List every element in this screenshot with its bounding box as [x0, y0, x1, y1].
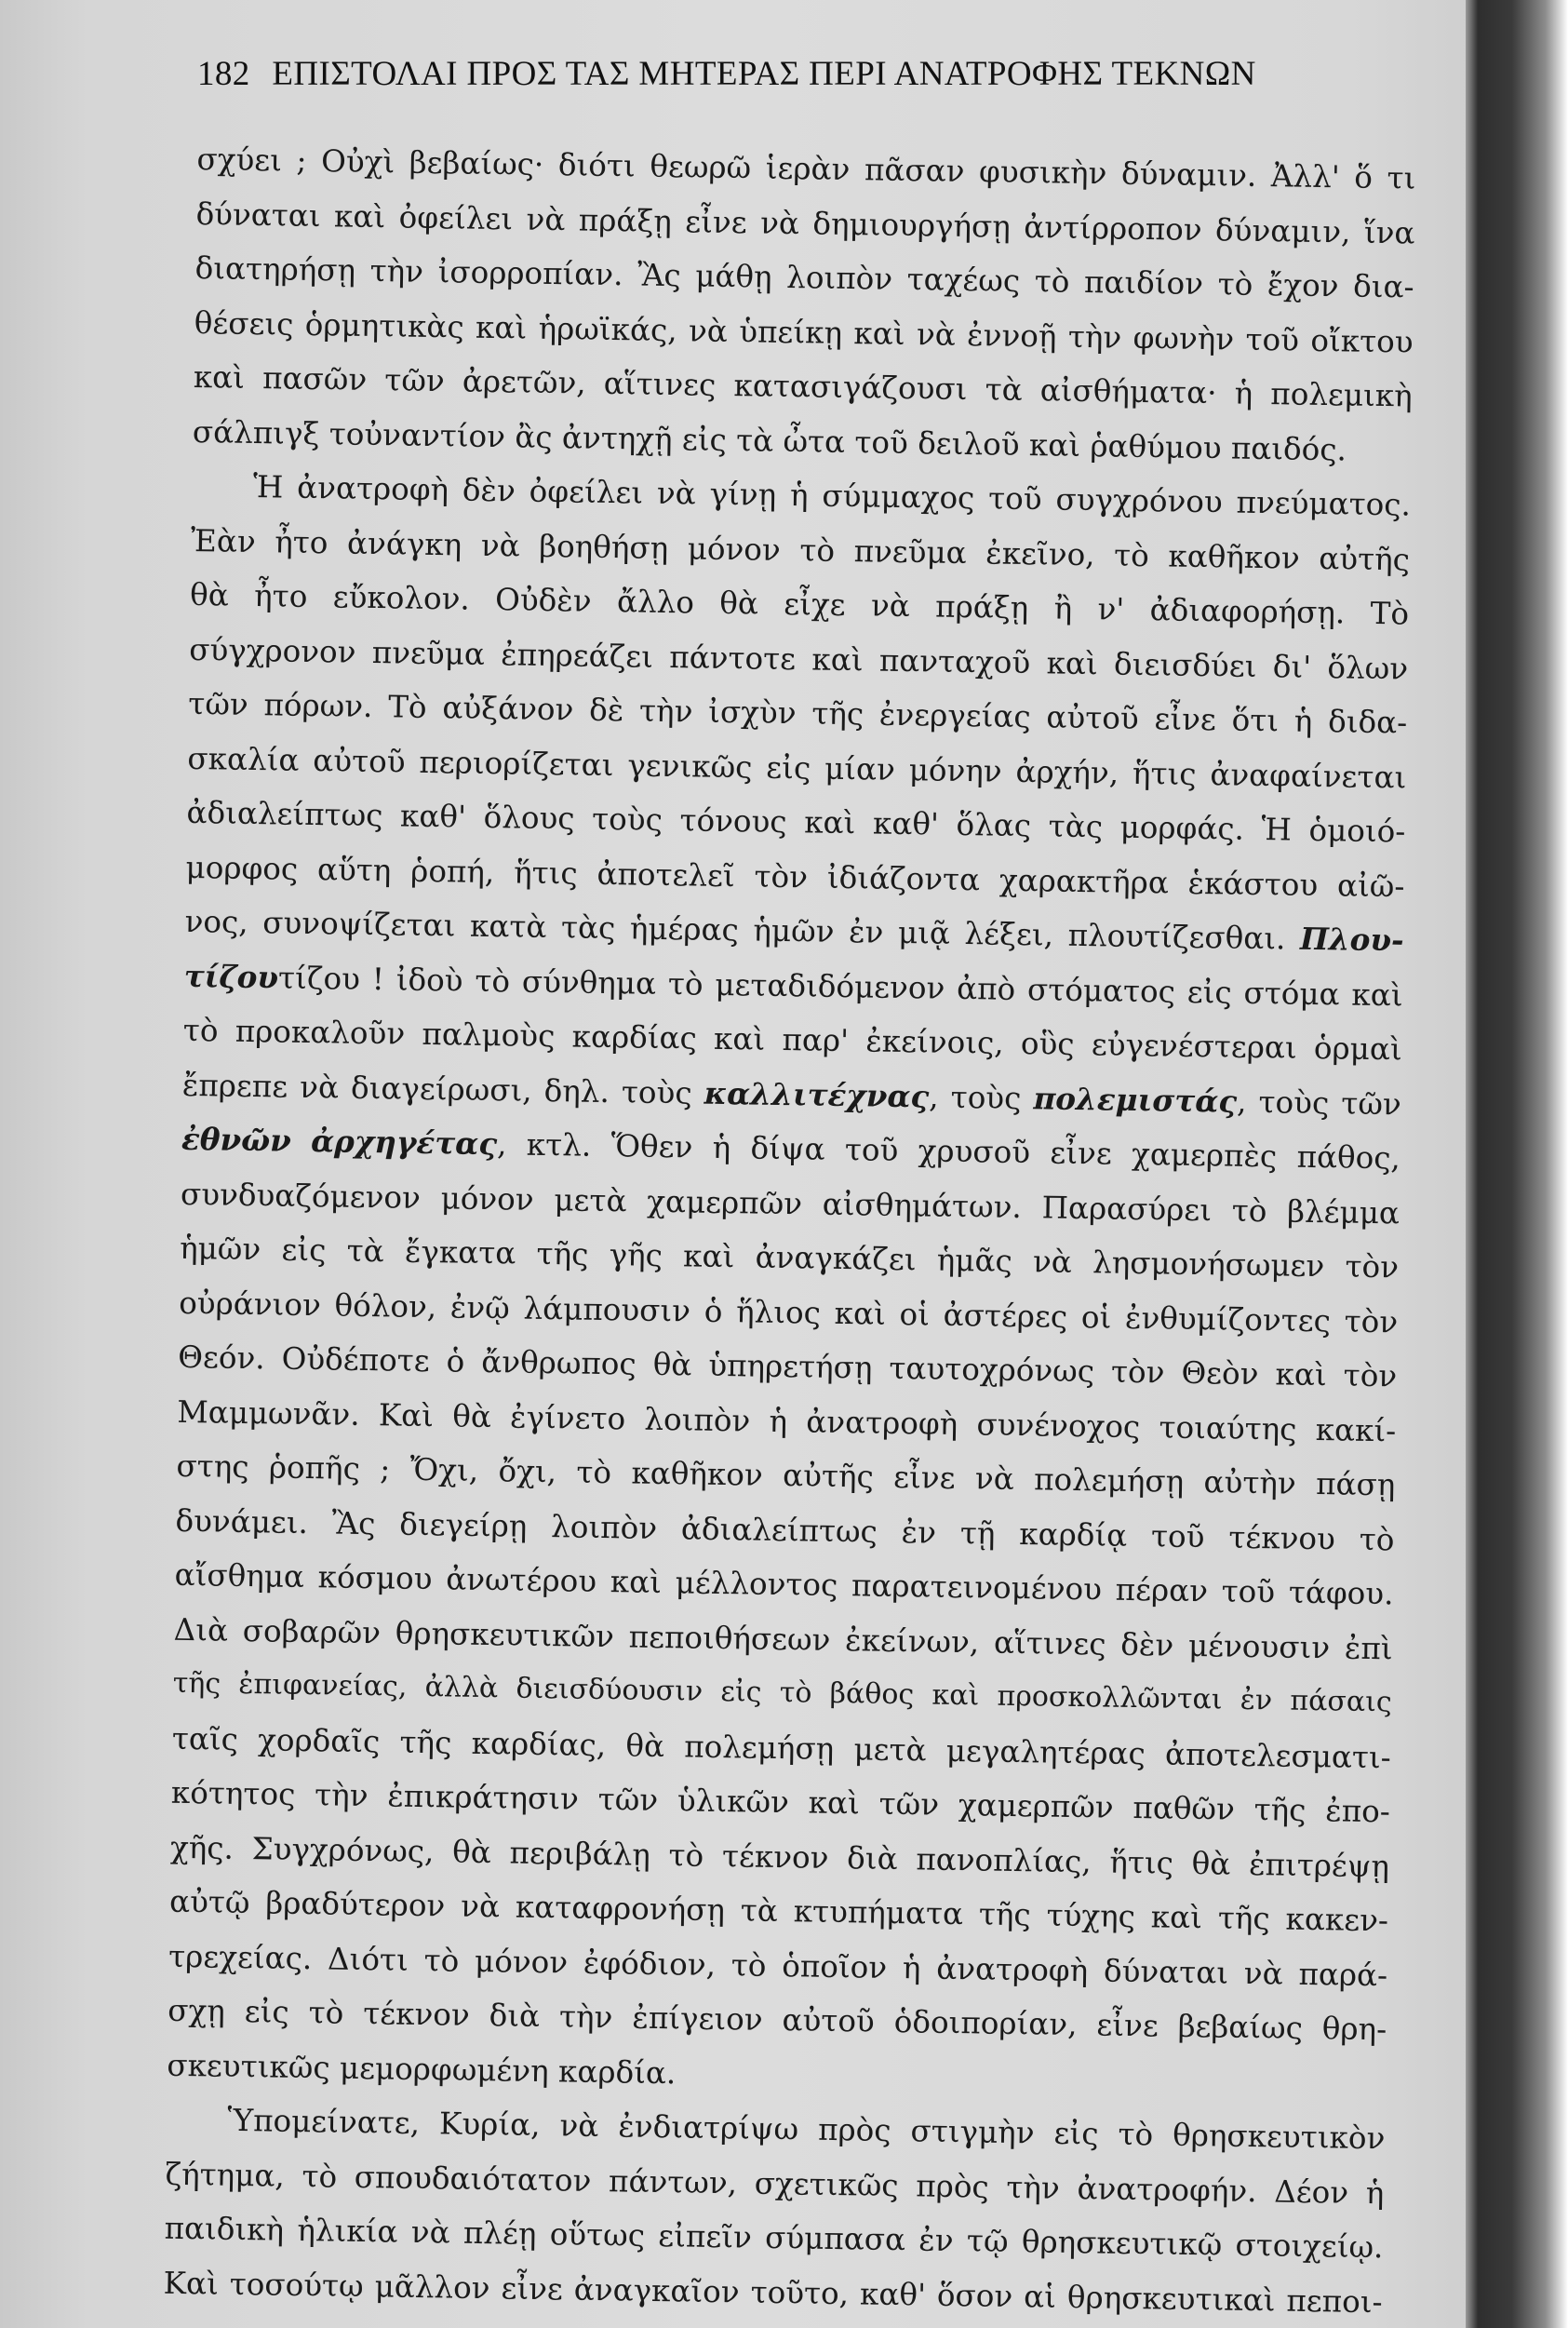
text-line: Ἐὰν ἦτο ἀνάγκη νὰ βοηθήσῃ μόνον τὸ πνεῦμα ἐκεῖνο, τὸ καθῆκον αὐτῆς [190, 522, 1411, 578]
body-text [163, 132, 1416, 2328]
text-line: σκαλία αὐτοῦ περιορίζεται γενικῶς εἰς μίαν μόνην ἀρχήν, ἥτις ἀναφαίνεται [187, 740, 1407, 795]
text-line: συνδυαζόμενον μόνον μετὰ χαμερπῶν αἰσθημάτων. Παρασύρει τὸ βλέμμα [180, 1176, 1400, 1231]
page-number: 182 [197, 55, 250, 93]
text-line: ἀδιαλείπτως καθ' ὅλους τοὺς τόνους καὶ καθ' ὅλας τὰς μορφάς. Ἡ ὁμοιό- [186, 794, 1406, 850]
text-line: θέσεις ὁρμητικὰς καὶ ἡρωϊκάς, νὰ ὑπείκῃ καὶ νὰ ἐννοῇ τὴν φωνὴν τοῦ οἴκτου [194, 304, 1414, 360]
text-line: τῶν πόρων. Τὸ αὐξάνον δὲ τὴν ἰσχὺν τῆς ἐνεργείας αὐτοῦ εἶνε ὅτι ἡ διδα- [188, 685, 1408, 741]
paragraph-start-line: Ἡ ἀνατροφὴ δὲν ὀφείλει νὰ γίνῃ ἡ σύμμαχος τοῦ συγχρόνου πνεύματος. [252, 468, 1412, 523]
book-gutter [1466, 0, 1568, 2328]
text-line: Θεόν. Οὐδέποτε ὁ ἄνθρωπος θὰ ὑπηρετήσῃ ταυτοχρόνως τὸν Θεὸν καὶ τὸν [178, 1339, 1398, 1394]
emphasis-ploutizou: Πλου- [1299, 920, 1404, 959]
paragraph-start-line: Ὑπομείνατε, Κυρία, νὰ ἐνδιατρίψω πρὸς στιγμὴν εἰς τὸ θρησκευτικὸν [227, 2102, 1386, 2157]
text-line: Μαμμωνᾶν. Καὶ θὰ ἐγίνετο λοιπὸν ἡ ἀνατροφὴ συνένοχος τοιαύτης κακί- [177, 1393, 1397, 1448]
text-line: στης ῥοπῆς ; Ὄχι, ὄχι, τὸ καθῆκον αὐτῆς εἶνε νὰ πολεμήσῃ αὐτὴν πάσῃ [176, 1447, 1396, 1503]
text-line: νος, συνοψίζεται κατὰ τὰς ἡμέρας ἡμῶν ἐν μιᾷ λέξει, πλουτίζεσθαι. Πλου- [184, 903, 1404, 959]
emphasis-archegetas: ἀρχηγέτας [310, 1123, 498, 1163]
text-line: σάλπιγξ τοὐναντίον ἂς ἀντηχῇ εἰς τὰ ὦτα τοῦ δειλοῦ καὶ ῥαθύμου παιδός. [192, 413, 1347, 467]
text-line: σχύει ; Οὐχὶ βεβαίως· διότι θεωρῶ ἱερὰν πᾶσαν φυσικὴν δύναμιν. Ἀλλ' ὅ τι [196, 141, 1416, 196]
text-line: οὐράνιον θόλον, ἐνῷ λάμπουσιν ὁ ἥλιος καὶ οἱ ἀστέρες οἱ ἐνθυμίζοντες τὸν [178, 1285, 1399, 1339]
text-line: τρεχείας. Διότι τὸ μόνον ἐφόδιον, τὸ ὁποῖον ἡ ἀνατροφὴ δύναται νὰ παρά- [168, 1938, 1388, 1993]
emphasis-ploutizou: τίζου [183, 957, 279, 995]
text-line: τῆς ἐπιφανείας, ἀλλὰ διεισδύουσιν εἰς τὸ βάθος καὶ προσκολλῶνται ἐν πάσαις [172, 1666, 1392, 1719]
text-line: τὸ προκαλοῦν παλμοὺς καρδίας καὶ παρ' ἐκείνοις, οὓς εὐγενέστεραι ὁρμαὶ [182, 1012, 1402, 1068]
text-line: διατηρήσῃ τὴν ἰσορροπίαν. Ἂς μάθῃ λοιπὸν ταχέως τὸ παιδίον τὸ ἔχον δια- [194, 249, 1414, 305]
text-line: καὶ πασῶν τῶν ἀρετῶν, αἵτινες κατασιγάζουσι τὰ αἰσθήματα· ἡ πολεμικὴ [193, 358, 1414, 414]
text-line: Διὰ σοβαρῶν θρησκευτικῶν πεποιθήσεων ἐκείνων, αἵτινες δὲν μένουσιν ἐπὶ [173, 1611, 1393, 1666]
text-line: δύναται καὶ ὀφείλει νὰ πράξῃ εἶνε νὰ δημιουργήσῃ ἀντίρροπον δύναμιν, ἵνα [195, 195, 1415, 251]
text-line: χῆς. Συγχρόνως, θὰ περιβάλῃ τὸ τέκνον διὰ πανοπλίας, ἥτις θὰ ἐπιτρέψῃ [169, 1829, 1390, 1884]
emphasis-ethnon: ἐθνῶν [181, 1120, 292, 1159]
text-line: τίζουτίζου ! ἰδοὺ τὸ σύνθημα τὸ μεταδιδόμενον ἀπὸ στόματος εἰς στόμα καὶ [183, 957, 1403, 1013]
text-line: αὐτῷ βραδύτερον νὰ καταφρονήσῃ τὰ κτυπήματα τῆς τύχης καὶ τῆς κακεν- [168, 1883, 1389, 1939]
text-line: σχῃ εἰς τὸ τέκνον διὰ τὴν ἐπίγειον αὐτοῦ ὁδοιπορίαν, εἶνε βεβαίως θρη- [168, 1992, 1387, 2048]
text-line: κότητος τὴν ἐπικράτησιν τῶν ὑλικῶν καὶ τῶν χαμερπῶν παθῶν τῆς ἐπο- [170, 1774, 1391, 1830]
text-line: μορφος αὕτη ῥοπή, ἥτις ἀποτελεῖ τὸν ἰδιάζοντα χαρακτῆρα ἑκάστου αἰῶ- [185, 849, 1405, 904]
text-line: Καὶ τοσούτῳ μᾶλλον εἶνε ἀναγκαῖον τοῦτο, καθ' ὅσον αἱ θρησκευτικαὶ πεποι- [163, 2265, 1383, 2320]
text-line: ἐθνῶν ἀρχηγέτας, κτλ. Ὅθεν ἡ δίψα τοῦ χρυσοῦ εἶνε χαμερπὲς πάθος, [181, 1120, 1401, 1177]
text-line: δυνάμει. Ἂς διεγείρῃ λοιπὸν ἀδιαλείπτως ἐν τῇ καρδίᾳ τοῦ τέκνου τὸ [175, 1502, 1395, 1557]
running-header [197, 54, 1351, 94]
text-line: αἴσθημα κόσμου ἀνωτέρου καὶ μέλλοντος παρατεινομένου πέραν τοῦ τάφου. [174, 1556, 1394, 1612]
text-line: ἔπρεπε νὰ διαγείρωσι, δηλ. τοὺς καλλιτέχνας, τοὺς πολεμιστάς, τοὺς τῶν [181, 1067, 1402, 1122]
emphasis-kallitechnas: καλλιτέχνας [704, 1074, 930, 1114]
text-line: σκευτικῶς μεμορφωμένη καρδία. [167, 2047, 677, 2091]
running-title: ΕΠΙΣΤΟΛΑΙ ΠΡΟΣ ΤΑΣ ΜΗΤΕΡΑΣ ΠΕΡΙ ΑΝΑΤΡΟΦΗΣ ΤΕΚΝΩΝ [272, 55, 1256, 93]
text-line: ἡμῶν εἰς τὰ ἔγκατα τῆς γῆς καὶ ἀναγκάζει ἡμᾶς νὰ λησμονήσωμεν τὸν [179, 1230, 1400, 1285]
emphasis-polemistas: πολεμιστάς [1033, 1079, 1238, 1120]
text-line: ταῖς χορδαῖς τῆς καρδίας, θὰ πολεμήσῃ μετὰ μεγαλητέρας ἀποτελεσματι- [171, 1720, 1392, 1775]
text-line: θὰ ἦτο εὔκολον. Οὐδὲν ἄλλο θὰ εἶχε νὰ πράξῃ ἢ ν' ἀδιαφορήσῃ. Τὸ [189, 576, 1410, 632]
text-line: σύγχρονον πνεῦμα ἐπηρεάζει πάντοτε καὶ πανταχοῦ καὶ διεισδύει δι' ὅλων [188, 631, 1409, 687]
text-line: ζήτημα, τὸ σπουδαιότατον πάντων, σχετικῶς πρὸς τὴν ἀνατροφήν. Δέον ἡ [165, 2156, 1385, 2211]
text-line: παιδικὴ ἡλικία νὰ πλέῃ οὕτως εἰπεῖν σύμπασα ἐν τῷ θρησκευτικῷ στοιχείῳ. [164, 2210, 1384, 2266]
